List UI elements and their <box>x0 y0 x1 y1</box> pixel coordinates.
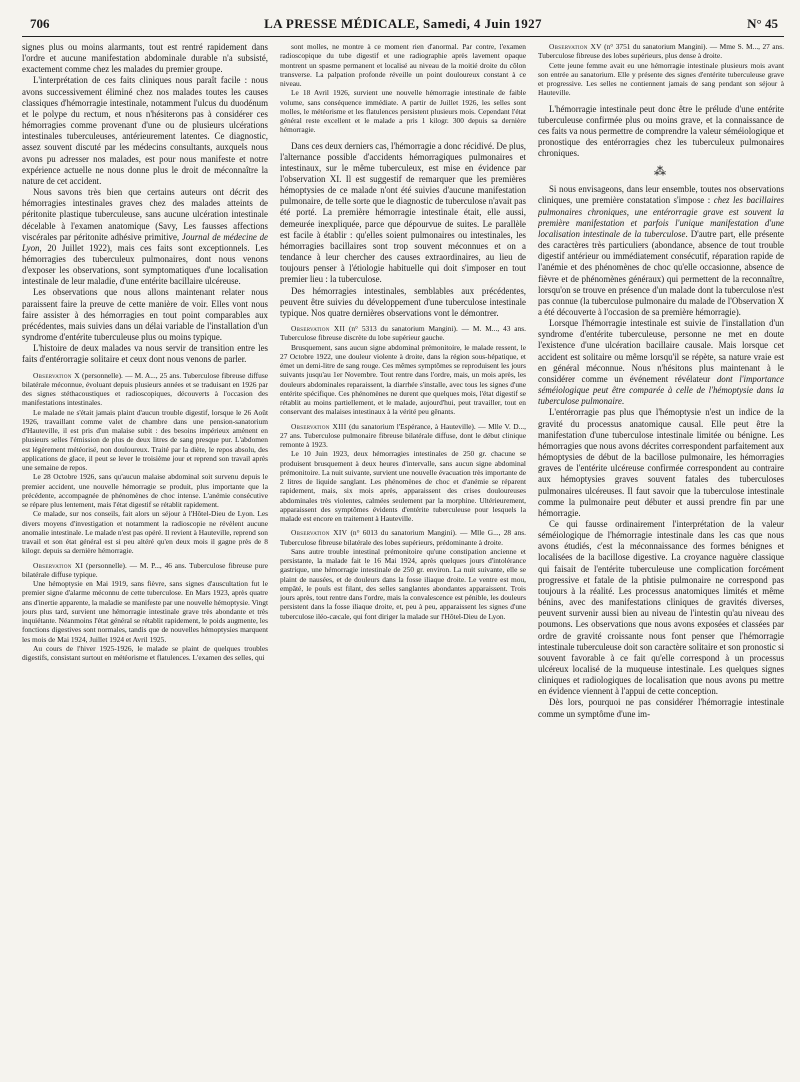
paragraph: signes plus ou moins alarmants, tout est rentré rapidement dans l'ordre et aucune manifestation abdominale durable n'a subsisté, exactement comme chez les malades du premier groupe. <box>22 42 268 75</box>
text-run: Nous savons très bien que certains auteurs ont décrit des hémorragies intestinales graves chez des malades atteints de péritonite plastique tuberculeuse, sans aucune ulcération intestinale décelable à l'examen anatomique (Savy, Les fausses affections viscérales par péritonite adhésive primitive, <box>22 187 268 242</box>
observation-heading <box>280 324 526 343</box>
paragraph: Dès lors, pourquoi ne pas considérer l'hémorragie intestinale comme un symptôme d'une im- <box>538 697 784 719</box>
observation-paragraph: Ce malade, sur nos conseils, fait alors un séjour à l'Hôtel-Dieu de Lyon. Les divers moyens d'investigation et notamment la radioscopie ne révèlent aucune anomalie intestinale. Le malade n'est pas opéré. Il revient à Hauteville, reprend son travail et son état général est si peu altéré qu'en deux mois il gagne près de 8 kilogr. depuis sa dernière hémorragie. <box>22 509 268 556</box>
observation-summary: (n° 3751 du sanatorium Mangini). — Mme S. M..., 27 ans. Tuberculose fibreuse des lobes supérieurs, plus dense à droite. <box>538 42 784 61</box>
paragraph: Les observations que nous allons maintenant relater nous paraissent faire la preuve de cette manière de voir. Elles vont nous faire assister à des hémorragies en tout point comparables aux précédentes, mais suivies dans un délai variable de l'installation d'un syndrome d'entérite tuberculeuse plus ou moins typique. <box>22 287 268 343</box>
text-run: . <box>621 396 625 407</box>
observation-paragraph: sont molles, ne montre à ce moment rien d'anormal. Par contre, l'examen radioscopique du tube digestif et une radiographie après lavement opaque montrent un spasme permanent et localisé au niveau de la moitié droite du côlon transverse. La palpation profonde réveille un point douloureux constant à ce niveau. <box>280 42 526 88</box>
column-2 <box>280 42 526 720</box>
text-run: , 20 Juillet 1922), mais ces faits sont exceptionnels. Les hémorragies des tuberculeux pulmonaires, dont nous venons d'exposer les observations, sont symptomatiques d'une localisation intestinale de leur maladie, d'une entérite bacillaire ulcéreuse. <box>22 242 268 287</box>
column-3 <box>538 42 784 720</box>
paragraph: L'hémorragie intestinale peut donc être le prélude d'une entérite tuberculeuse confirmée plus ou moins grave, et la connaissance de ces faits va nous permettre de comprendre la valeur séméiologique et pronostique des entérorragies chez les tuberculeux pulmonaires chroniques. <box>538 103 784 159</box>
observation-paragraph: Le malade ne s'était jamais plaint d'aucun trouble digestif, lorsque le 26 Août 1926, travaillant comme valet de chambre dans une pension-sanatorium d'Hauteville, il est pris d'un malaise subit : des besoins impérieux amènent en plusieurs selles l'émission de plus de deux litres de sang presque pur. L'abdomen est légèrement météorisé, non douloureux. Traité par la diète, le repos absolu, des applications de glace, il peut se lever le troisième jour et reprend son travail après une semaine de repos. <box>22 407 268 473</box>
page-number: 706 <box>30 16 50 31</box>
emphasis: dont l'importance séméiologique peut être comparée à celle de l'hémoptysie dans la tuberculose pulmonaire <box>538 373 784 407</box>
paragraph <box>538 318 784 407</box>
paragraph: Ce qui fausse ordinairement l'interprétation de la valeur séméiologique de l'hémorragie intestinale dans les cas que nous avons étudiés, c'est la méconnaissance des formes bénignes et localisées de la bacillose digestive. La croyance naguère classique qui faisait de l'entérite tuberculeuse une complication forcément progressive et fatale de la phtisie pulmonaire ne correspond pas toujours à la réalité. Les processus anatomiques limités et même bénins, avec des manifestations cliniques de gravités diverses, peuvent survenir aussi bien au niveau de l'intestin qu'au niveau des poumons. Les observations que nous avons exposées et classées par ordre de gravité croissante nous font penser que l'hémorragie intestinale tuberculeuse doit son caractère solitaire et son pronostic si souvent favorable à ce fait qu'elle correspond à un processus ulcéreux localisé de la muqueuse intestinale. Les quelques signes cliniques et radiologiques de localisation que nous avons pu mettre en évidence viennent à l'appui de cette conception. <box>538 518 784 697</box>
observation-paragraph: Le 28 Octobre 1926, sans qu'aucun malaise abdominal soit survenu depuis le premier accident, une nouvelle hémorragie se produit, plus importante que la précédente, accompagnée de phénomènes de choc intense. L'anémie consécutive se répare plus lentement, mais l'état digestif se rétablit rapidement. <box>22 472 268 510</box>
observation-label: Observation XIV <box>291 528 348 538</box>
observation-label: Observation X <box>33 370 80 380</box>
emphasis: chez les bacillaires pulmonaires chroniques, une entérorragie grave est souvent la première manifestation et parfois l'unique manifestation d'une localisation intestinale de la tuberculose <box>538 195 784 239</box>
text-run: . D'autre part, elle présente des caractères très particuliers (abondance, absence de tout trouble digestif antérieur ou immédiatement consécutif, réparation rapide de l'anémie et des phénomènes de choc qu'elle occasionne, absence de fièvre et de phénomènes généraux) qui permettent de la reconnaître, lorsqu'on se trouve en présence d'un malade dont la tuberculose n'est pas connue (la tuberculose pulmonaire du malade de l'Observation X a été découverte à l'occasion de sa première hémorragie). <box>538 228 784 317</box>
observation-label: Observation XIII <box>291 421 347 431</box>
paragraph: L'interprétation de ces faits cliniques nous paraît facile : nous avons successivement éliminé chez nos malades toutes les causes classiques d'hémorragie intestinale, notamment l'ulcus du duodénum et le polype du rectum, et nous n'hésiterons pas à considérer ces hémorragies comme provenant d'une ou de plusieurs ulcérations intestinales tuberculeuses, antérieurement latentes. Ce diagnostic, assez souvent discuté par les médecins consultants, auxquels nous avons pu adresser nos malades, est pour nous manifeste et notre expérience actuelle ne nous donne plus le droit de méconnaître la nature de cet accident. <box>22 75 268 186</box>
paragraph: L'histoire de deux malades va nous servir de transition entre les faits d'entérorragie solitaire et ceux dont nous venons de parler. <box>22 343 268 365</box>
paragraph: Des hémorragies intestinales, semblables aux précédentes, peuvent être suivies du développement d'une tuberculose intestinale typique. Nos quatre dernières observations vont le démontrer. <box>280 285 526 318</box>
observation-paragraph: Le 10 Juin 1923, deux hémorragies intestinales de 250 gr. chacune se produisent brusquement à deux heures d'intervalle, sans aucun signe abdominal prémonitoire. La nuit suivante, survient une nouvelle évacuation très importante de 2 litres de liquide sanglant. Les phénomènes de choc et d'anémie se réparent rapidement, mais, six mois après, apparaissent des crises douloureuses abdominales très violentes, calmées seulement par la morphine. Ultérieurement, apparaissent des symptômes évidents d'entérite tuberculeuse pour lesquels la malade est encore en traitement à Hauteville. <box>280 449 526 523</box>
text-run: Lorsque l'hémorragie intestinale est suivie de l'installation d'un syndrome d'entérite tuberculeuse, personne ne met en doute l'existence d'une ulcération bacillaire causale. Mais lorsque cet accident est solitaire ou même lorsqu'il se répète, sa nature vraie est en général méconnue. Nous n'hésitons plus maintenant à le considérer comme un événement révélateur <box>538 318 784 384</box>
column-1 <box>22 42 268 720</box>
observation-paragraph: Sans autre trouble intestinal prémonitoire qu'une constipation ancienne et persistante, la malade fait le 16 Mai 1924, après quelques jours d'intolérance gastrique, une hémorragie intestinale de 250 gr. environ. La nuit suivante, elle se plaint de nausées, et de douleurs dans la fosse iliaque droite. Le ventre est mou, empâté, le pouls est filant, des selles sanglantes abondantes apparaissent. Trois jours après, tout rentre dans l'ordre, mais la convalescence est pénible, les douleurs persistent dans la fosse iliaque droite, et, peu à peu, apparaissent les signes d'une tuberculose iléo-cæcale, qui font diriger la malade sur l'Hôtel-Dieu de Lyon. <box>280 546 526 621</box>
observation-heading <box>280 528 526 547</box>
observation-summary: (personnelle). — M. P..., 46 ans. Tuberculose fibreuse pure bilatérale diffuse typique. <box>22 560 268 579</box>
text-columns <box>22 42 784 720</box>
observation-summary: (du sanatorium l'Espérance, à Hauteville). — Mlle V. D..., 27 ans. Tuberculose pulmonaire fibreuse bilatérale diffuse, dont le début clinique remonte à 1923. <box>280 421 526 449</box>
observation-paragraph: Une hémoptysie en Mai 1919, sans fièvre, sans signes d'auscultation fut le premier signe d'alarme méconnu de cette tuberculose. En Mars 1923, après quatre ans d'inertie apparente, la maladie se manifeste par une nouvelle hémoptysie. Vingt jours plus tard, survient une hémorragie intestinale grave très abondante et très inquiétante. Néanmoins l'état général se rétablit rapidement, le poids augmente, les fonctions digestives sont normales, tandis que de nouvelles hémoptysies marquent les mois de Mai 1924, Juillet 1924 et Avril 1925. <box>22 579 268 644</box>
observation-heading <box>280 422 526 450</box>
observation-paragraph: Brusquement, sans aucun signe abdominal prémonitoire, le malade ressent, le 27 Octobre 1922, une douleur violente à droite, dans la région sous-hépatique, et émet un demi-litre de sang rouge. Ces mêmes symptômes se reproduisent les jours suivants jusqu'au 1er Novembre. Tout rentre dans l'ordre, mais, un mois après, les douleurs abdominales reparaissent, la diarrhée s'installe, avec tous les signes d'une entérite spécifique. Ces phénomènes ne durent que quelques mois, l'état digestif se rétablit au moins partiellement, et le malade, aujourd'hui, peut travailler, tout en conservant des malaises intestinaux à la vérité peu gênants. <box>280 342 526 417</box>
observation-summary: (n° 5313 du sanatorium Mangini). — M. M..., 43 ans. Tuberculose fibreuse discrète du lobe supérieur gauche. <box>280 324 526 343</box>
observation-label: Observation XII <box>291 324 346 333</box>
journal-reference: Journal de médecine de Lyon <box>22 231 268 253</box>
text-run: Si nous envisageons, dans leur ensemble, toutes nos observations cliniques, une première constatation s'impose : <box>538 184 784 206</box>
page-header <box>22 14 784 37</box>
observation-summary: (personnelle). — M. A..., 25 ans. Tuberculose fibreuse diffuse bilatérale méconnue, évoluant depuis plusieurs années et se traduisant en 1926 par des signes stéthacoustiques et radioscopiques, découverts à l'occasion des manifestations intestinales. <box>22 370 268 408</box>
observation-label: Observation XV <box>549 42 602 51</box>
journal-title: LA PRESSE MÉDICALE, Samedi, 4 Juin 1927 <box>264 16 542 31</box>
section-asterism: ⁂ <box>654 164 668 179</box>
observation-paragraph: Cette jeune femme avait eu une hémorragie intestinale plusieurs mois avant son entrée au sanatorium. Elle y présente des signes d'entérite tuberculeuse grave et progressive. Les selles ne contiennent jamais de sang pendant son séjour à Hauteville. <box>538 60 784 98</box>
observation-paragraph: Le 18 Avril 1926, survient une nouvelle hémorragie intestinale de faible volume, sans conséquence immédiate. A partir de Juillet 1926, les selles sont molles, le météorisme et les flatulences persistent plusieurs mois. Cependant l'état général reste excellent et le malade a pris 1 kilogr. 300 depuis sa dernière hémorragie. <box>280 88 526 135</box>
paragraph <box>538 184 784 318</box>
observation-label: Observation XI <box>33 560 84 570</box>
paragraph: L'entérorragie pas plus que l'hémoptysie n'est un indice de la gravité du processus anatomique causal. Elle peut être la manifestation d'une tuberculose intestinale limitée ou bénigne. Les hémorragies que nous avons décrites correspondent parfaitement aux hémoptysies de début de la bacillose pulmonaire, les hémorragies graves de l'entérite ulcéreuse confirmée correspondent au contraire aux hémoptysies graves souvent fatales des tuberculoses pulmonaires ulcéreuses. Il faut savoir que la tuberculose intestinale comme la pulmonaire peut débuter et aussi prendre fin par une hémorragie. <box>538 407 784 518</box>
observation-summary: (n° 6013 du sanatorium Mangini). — Mlle G..., 28 ans. Tuberculose fibreuse bilatérale des lobes supérieurs, prédominante à droite. <box>280 528 526 547</box>
observation-heading <box>22 371 268 408</box>
issue-number: N° 45 <box>747 16 778 31</box>
observation-paragraph: Au cours de l'hiver 1925-1926, le malade se plaint de quelques troubles digestifs, consistant surtout en météorisme et flatulences. L'examen des selles, qui <box>22 643 268 663</box>
paragraph: Dans ces deux derniers cas, l'hémorragie a donc récidivé. De plus, l'alternance possible d'accidents hémorragiques pulmonaires et intestinaux, sur le même tuberculeux, est mise en évidence par l'observation XI. Il est suggestif de remarquer que les premières hémoptysies de ce malade n'ont été suivies d'aucune manifestation pulmonaire, de telle sorte que le diagnostic de tuberculose n'avait pas été porté. La première hémorragie intestinale était, elle aussi, demeurée inexpliquée, parce que dépourvue de suites. Le parallèle est facile à établir : qu'elles soient pulmonaires ou intestinales, les hémorragies bacillaires sont trop souvent méconnues et on a tendance à leur chercher des causes extraordinaires, au lieu de toujours penser à l'étiologie habituelle qui doit s'imposer en tout premier lieu : la tuberculose. <box>280 140 526 285</box>
observation-heading <box>22 561 268 580</box>
observation-heading <box>538 42 784 61</box>
paragraph <box>22 187 268 287</box>
